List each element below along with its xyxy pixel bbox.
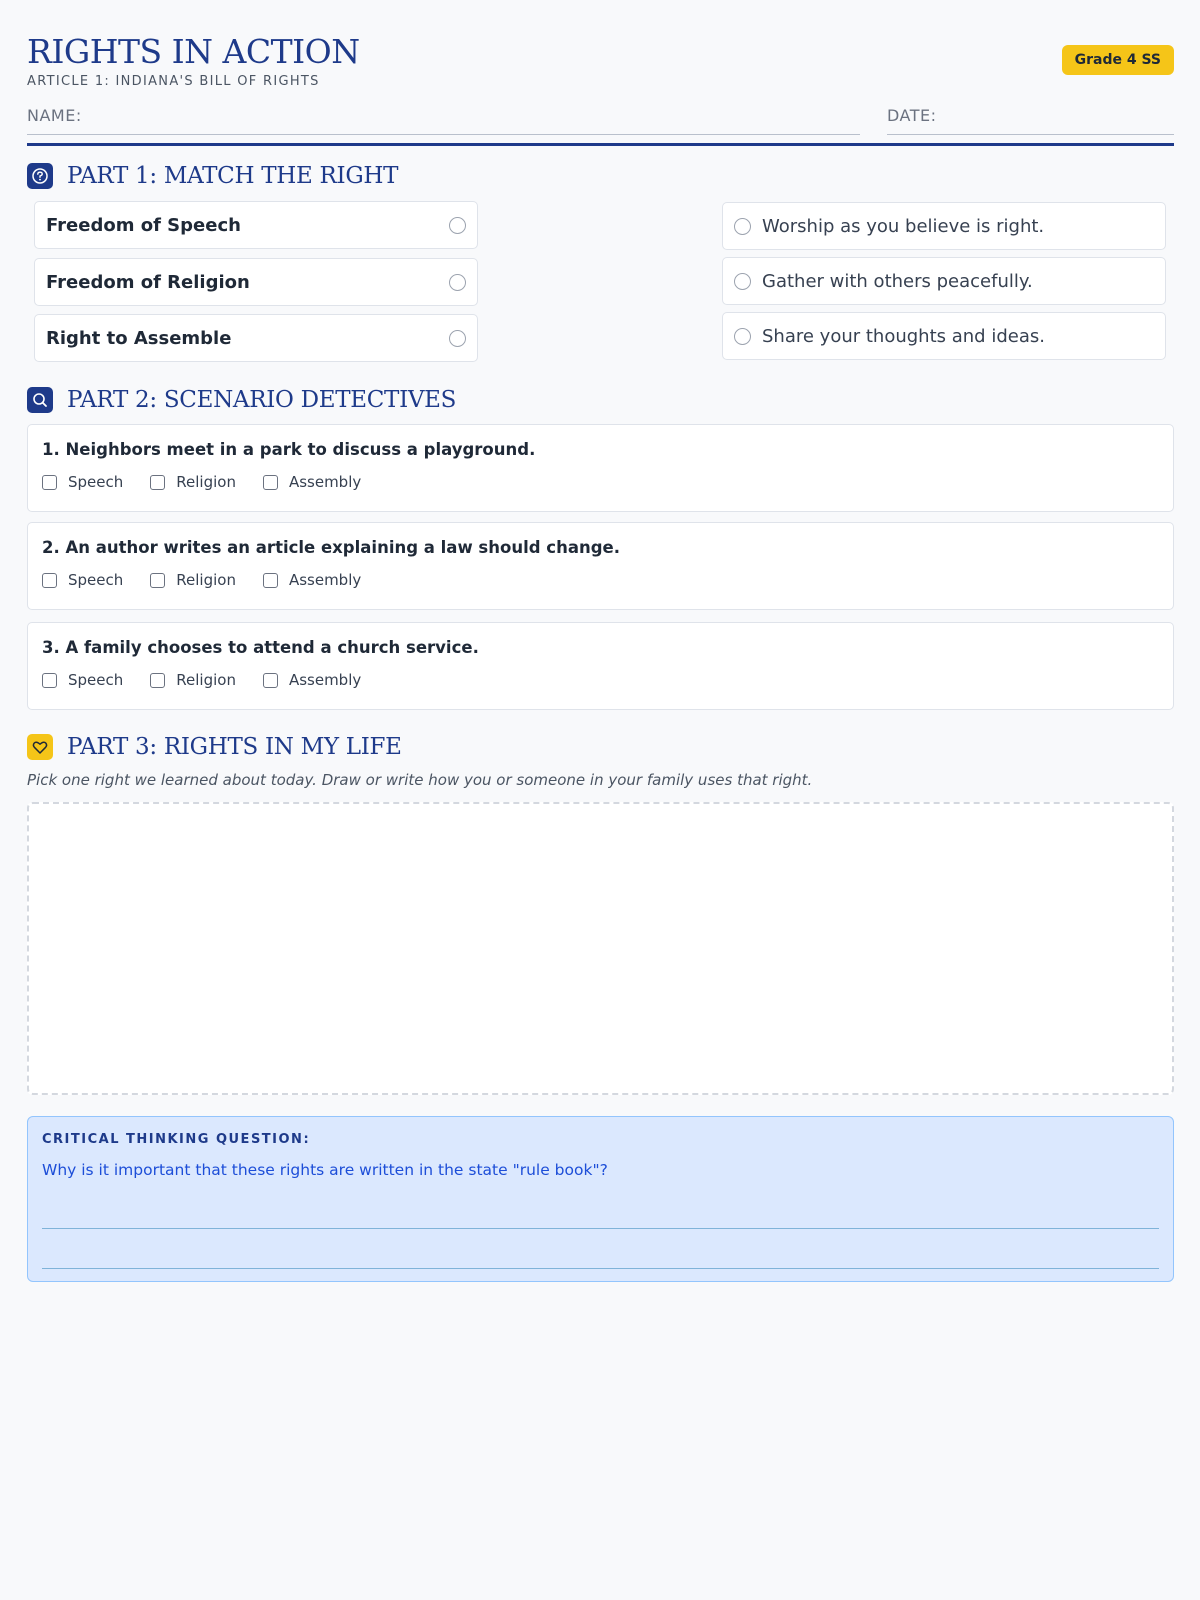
critical-thinking-question: Why is it important that these rights are written in the state "rule book"? bbox=[42, 1161, 608, 1179]
description-label: Share your thoughts and ideas. bbox=[762, 325, 1045, 347]
checkbox[interactable] bbox=[42, 673, 57, 688]
checkbox[interactable] bbox=[150, 573, 165, 588]
right-label: Freedom of Speech bbox=[46, 214, 241, 236]
right-card-speech[interactable] bbox=[34, 201, 478, 249]
scenario-question: 2. An author writes an article explaining a law should change. bbox=[42, 538, 620, 557]
scenario-options bbox=[42, 671, 388, 689]
part2-heading bbox=[27, 386, 456, 414]
option-speech[interactable] bbox=[42, 473, 123, 491]
part1-heading bbox=[27, 162, 398, 190]
right-card-religion[interactable] bbox=[34, 258, 478, 306]
option-assembly[interactable] bbox=[263, 671, 361, 689]
checkbox[interactable] bbox=[150, 475, 165, 490]
match-radio[interactable] bbox=[449, 217, 466, 234]
name-field[interactable] bbox=[27, 106, 860, 135]
option-label: Speech bbox=[68, 473, 124, 491]
option-label: Assembly bbox=[288, 473, 362, 491]
checkbox[interactable] bbox=[263, 673, 278, 688]
match-radio[interactable] bbox=[734, 328, 751, 345]
critical-thinking-box bbox=[27, 1116, 1174, 1282]
option-label: Religion bbox=[176, 571, 236, 589]
worksheet-title: RIGHTS IN ACTION bbox=[27, 32, 360, 71]
option-assembly[interactable] bbox=[263, 473, 361, 491]
description-card-share[interactable] bbox=[722, 312, 1166, 360]
option-label: Religion bbox=[176, 473, 236, 491]
option-label: Speech bbox=[68, 671, 124, 689]
option-label: Assembly bbox=[288, 671, 362, 689]
search-icon bbox=[27, 387, 53, 413]
heart-icon bbox=[27, 734, 53, 760]
name-label: NAME: bbox=[27, 106, 82, 125]
scenario-card-1 bbox=[27, 424, 1174, 512]
scenario-options bbox=[42, 571, 388, 589]
checkbox[interactable] bbox=[263, 475, 278, 490]
description-label: Worship as you believe is right. bbox=[762, 215, 1045, 237]
option-label: Speech bbox=[68, 571, 124, 589]
match-radio[interactable] bbox=[449, 274, 466, 291]
checkbox[interactable] bbox=[150, 673, 165, 688]
description-card-worship[interactable] bbox=[722, 202, 1166, 250]
match-radio[interactable] bbox=[449, 330, 466, 347]
match-radio[interactable] bbox=[734, 218, 751, 235]
option-religion[interactable] bbox=[150, 671, 236, 689]
checkbox[interactable] bbox=[42, 475, 57, 490]
option-religion[interactable] bbox=[150, 473, 236, 491]
checkbox[interactable] bbox=[263, 573, 278, 588]
right-card-assembly[interactable] bbox=[34, 314, 478, 362]
description-label: Gather with others peacefully. bbox=[762, 270, 1033, 292]
header-divider bbox=[27, 143, 1174, 146]
critical-thinking-title: CRITICAL THINKING QUESTION: bbox=[42, 1132, 311, 1147]
question-circle-icon bbox=[27, 163, 53, 189]
answer-line[interactable] bbox=[42, 1228, 1159, 1229]
checkbox[interactable] bbox=[42, 573, 57, 588]
answer-line[interactable] bbox=[42, 1268, 1159, 1269]
option-speech[interactable] bbox=[42, 671, 123, 689]
part3-title: PART 3: RIGHTS IN MY LIFE bbox=[67, 734, 402, 760]
option-religion[interactable] bbox=[150, 571, 236, 589]
drawing-area[interactable] bbox=[27, 802, 1174, 1095]
part1-title: PART 1: MATCH THE RIGHT bbox=[67, 163, 399, 189]
scenario-question: 3. A family chooses to attend a church service. bbox=[42, 638, 479, 657]
scenario-options bbox=[42, 473, 388, 491]
date-label: DATE: bbox=[887, 106, 937, 125]
date-field[interactable] bbox=[887, 106, 1174, 135]
scenario-card-3 bbox=[27, 622, 1174, 710]
description-card-gather[interactable] bbox=[722, 257, 1166, 305]
scenario-card-2 bbox=[27, 522, 1174, 610]
right-label: Right to Assemble bbox=[46, 327, 232, 349]
part2-title: PART 2: SCENARIO DETECTIVES bbox=[67, 387, 457, 413]
option-label: Religion bbox=[176, 671, 236, 689]
part3-instructions: Pick one right we learned about today. Draw or write how you or someone in your family uses that right. bbox=[27, 771, 813, 789]
option-assembly[interactable] bbox=[263, 571, 361, 589]
option-label: Assembly bbox=[288, 571, 362, 589]
part3-heading bbox=[27, 733, 402, 761]
match-radio[interactable] bbox=[734, 273, 751, 290]
option-speech[interactable] bbox=[42, 571, 123, 589]
scenario-question: 1. Neighbors meet in a park to discuss a playground. bbox=[42, 440, 536, 459]
grade-badge: Grade 4 SS bbox=[1062, 45, 1174, 75]
worksheet-subtitle: ARTICLE 1: INDIANA'S BILL OF RIGHTS bbox=[27, 74, 320, 89]
right-label: Freedom of Religion bbox=[46, 271, 250, 293]
worksheet-page bbox=[27, 0, 1174, 1600]
